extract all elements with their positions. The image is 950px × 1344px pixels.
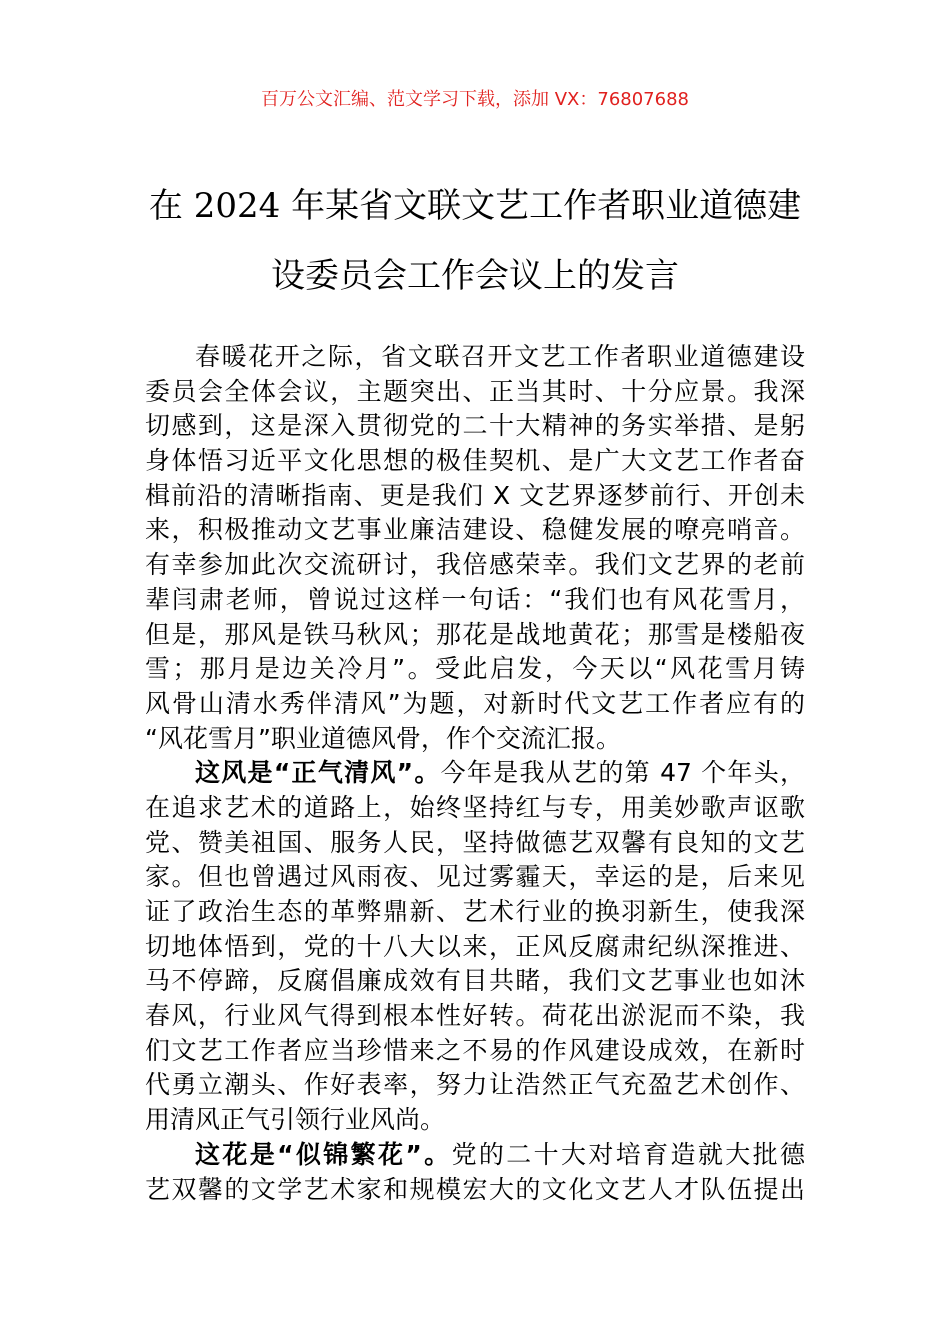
paragraph-line: 艺双馨的文学艺术家和规模宏大的文化文艺人才队伍提出 [145, 1174, 805, 1204]
paragraph-line: 用清风正气引领行业风尚。 [145, 1105, 446, 1135]
paragraph-line: 在追求艺术的道路上，始终坚持红与专，用美妙歌声讴歌 [145, 792, 805, 822]
document-title-line-1: 在 2024 年某省文联文艺工作者职业道德建 [148, 186, 802, 226]
paragraph-line: 马不停蹄，反腐倡廉成效有目共睹，我们文艺事业也如沐 [145, 966, 805, 996]
paragraph-line: 来，积极推动文艺事业廉洁建设、稳健发展的嘹亮哨音。 [145, 515, 805, 545]
paragraph-line: 证了政治生态的革弊鼎新、艺术行业的换羽新生，使我深 [145, 897, 805, 926]
paragraph-line: 们文艺工作者应当珍惜来之不易的作风建设成效，在新时 [145, 1035, 805, 1065]
paragraph-line: “风花雪月”职业道德风骨，作个交流汇报。 [145, 723, 621, 753]
document-body [145, 340, 805, 1207]
paragraph-line: 风骨山清水秀伴清风”为题，对新时代文艺工作者应有的 [145, 688, 805, 718]
watermark-header: 百万公文汇编、范文学习下载，添加 VX：76807688 [261, 89, 689, 110]
paragraph-line: 切感到，这是深入贯彻党的二十大精神的务实举措、是躬 [145, 411, 805, 441]
paragraph-line: 但是，那风是铁马秋风；那花是战地黄花；那雪是楼船夜 [145, 619, 805, 649]
paragraph-line [145, 1138, 805, 1173]
paragraph-line: 切地体悟到，党的十八大以来，正风反腐肃纪纵深推进、 [145, 931, 805, 961]
paragraph-line [145, 756, 805, 791]
paragraph-text: 今年是我从艺的第 47 个年头， [440, 758, 805, 788]
document-title-line-2: 设委员会工作会议上的发言 [271, 256, 679, 296]
paragraph-line: 代勇立潮头、作好表率，努力让浩然正气充盈艺术创作、 [145, 1070, 805, 1100]
paragraph-line: 春暖花开之际，省文联召开文艺工作者职业道德建设 [195, 342, 805, 371]
paragraph-line: 雪；那月是边关冷月”。受此启发，今天以“风花雪月铸 [145, 654, 805, 684]
paragraph-text: 党的二十大对培育造就大批德 [451, 1139, 805, 1169]
paragraph-line: 有幸参加此次交流研讨，我倍感荣幸。我们文艺界的老前 [145, 550, 805, 580]
section-heading: 这花是“似锦繁花”。 [195, 1139, 452, 1169]
paragraph-line: 楫前沿的清晰指南、更是我们 X 文艺界逐梦前行、开创未 [145, 480, 805, 510]
paragraph-line: 春风，行业风气得到根本性好转。荷花出淤泥而不染，我 [145, 1001, 805, 1031]
section-heading: 这风是“正气清风”。 [195, 758, 441, 788]
paragraph-line: 辈闫肃老师，曾说过这样一句话：“我们也有风花雪月， [145, 584, 805, 614]
paragraph-line: 党、赞美祖国、服务人民，坚持做德艺双馨有良知的文艺 [145, 827, 805, 857]
paragraph-line: 身体悟习近平文化思想的极佳契机、是广大文艺工作者奋 [145, 446, 805, 476]
paragraph-line: 家。但也曾遇过风雨夜、见过雾霾天，幸运的是，后来见 [145, 862, 805, 892]
paragraph-line: 委员会全体会议，主题突出、正当其时、十分应景。我深 [145, 376, 805, 406]
